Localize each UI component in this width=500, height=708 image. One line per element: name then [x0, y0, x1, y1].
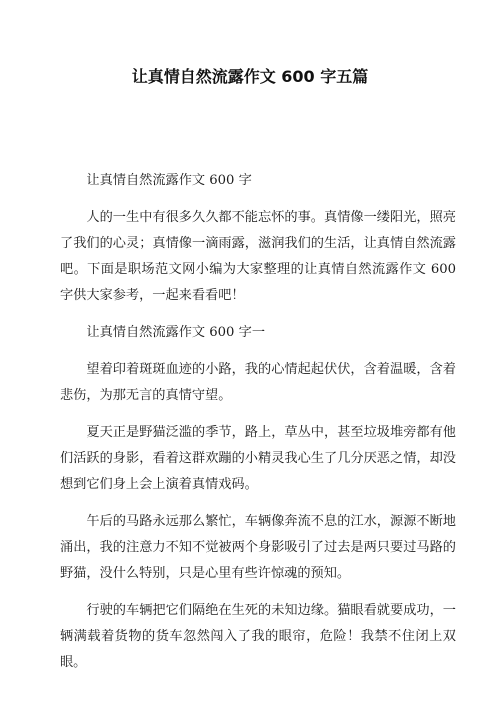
paragraph: 人的一生中有很多久久都不能忘怀的事。真情像一缕阳光，照亮了我们的心灵；真情像一滴雨露，滋润我们的生活，让真情自然流露吧。下面是职场范文网小编为大家整理的让真情自然流露作文 600 字供大家参考，一起来看看吧！: [60, 210, 456, 303]
section-heading: 让真情自然流露作文 600 字: [86, 173, 252, 188]
document-title: 让真情自然流露作文 600 字五篇: [131, 67, 369, 86]
document-body: [60, 168, 456, 687]
paragraph: 夏天正是野猫泛滥的季节，路上，草丛中，甚至垃圾堆旁都有他们活跃的身影，看着这群欢蹦的小精灵我心生了几分厌恶之情，却没想到它们身上会上演着真情戏码。: [60, 425, 456, 492]
paragraph: 望着印着斑斑血迹的小路，我的心情起起伏伏，含着温暖，含着悲伤，为那无言的真情守望。: [60, 362, 456, 403]
section-heading: 让真情自然流露作文 600 字一: [86, 325, 266, 340]
paragraph: 行驶的车辆把它们隔绝在生死的未知边缘。猫眼看就要成功，一辆满载着货物的货车忽然闯入了我的眼帘，危险！我禁不住闭上双眼。: [60, 603, 456, 670]
paragraph: 午后的马路永远那么繁忙，车辆像奔流不息的江水，源源不断地涌出，我的注意力不知不觉被两个身影吸引了过去是两只要过马路的野猫，没什么特别，只是心里有些许惊魂的预知。: [60, 514, 456, 581]
